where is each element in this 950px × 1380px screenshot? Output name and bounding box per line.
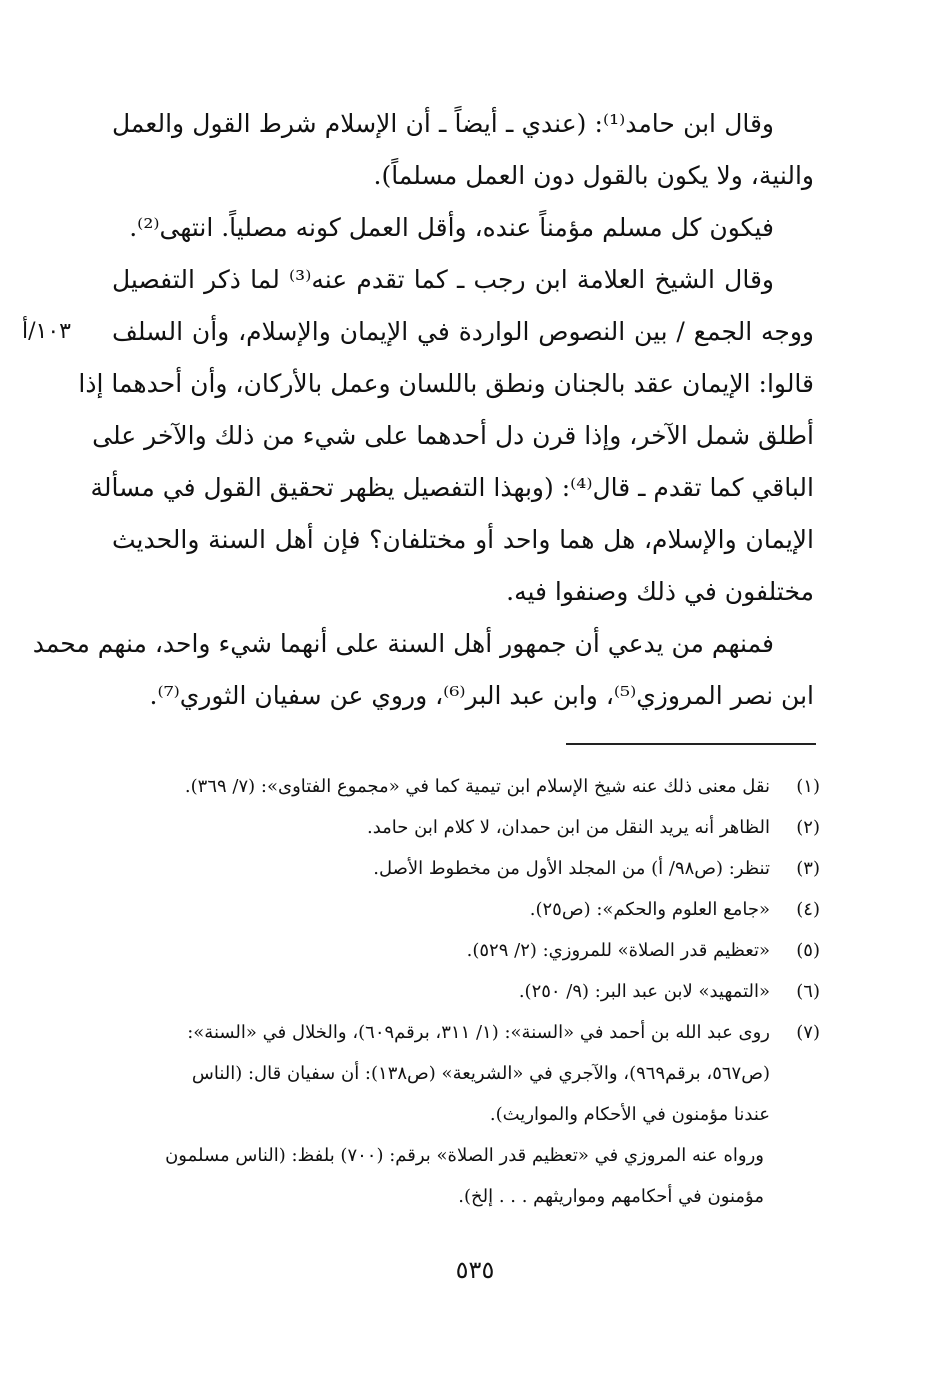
footnote-text: «جامع العلوم والحكم»: (ص٢٥). bbox=[529, 899, 770, 920]
footnote-number: (٦) bbox=[796, 981, 820, 1002]
page-number: ٥٣٥ bbox=[455, 1256, 495, 1284]
footnote-text: الظاهر أنه يريد النقل من ابن حمدان، لا كلام ابن حامد. bbox=[366, 817, 770, 838]
footnote-text: تنظر: (ص٩٨/ أ) من المجلد الأول من مخطوط الأصل. bbox=[373, 858, 770, 879]
footnote-text: روى عبد الله بن أحمد في «السنة»: (١/ ٣١١، برقم٦٠٩)، والخلال في «السنة»: bbox=[187, 1022, 770, 1043]
text-line: الباقي كما تقدم ـ قال⁽⁴⁾: (وبهذا التفصيل يظهر تحقيق القول في مسألة bbox=[90, 473, 814, 502]
text-line: ووجه الجمع / بين النصوص الواردة في الإيمان والإسلام، وأن السلف bbox=[112, 317, 814, 346]
footnotes bbox=[130, 766, 820, 1217]
footnote-continuation: (ص٥٦٧، برقم٩٦٩)، والآجري في «الشريعة» (ص١٣٨): أن سفيان قال: (الناس bbox=[191, 1063, 770, 1084]
footnote-number: (٧) bbox=[796, 1022, 820, 1043]
footnote-continuation: ورواه عنه المروزي في «تعظيم قدر الصلاة» برقم: (٧٠٠) بلفظ: (الناس مسلمون bbox=[165, 1145, 764, 1166]
text-line: أطلق شمل الآخر، وإذا قرن دل أحدهما على شيء من ذلك والآخر على bbox=[92, 421, 814, 450]
text-line: ابن نصر المروزي⁽⁵⁾، وابن عبد البر⁽⁶⁾، وروي عن سفيان الثوري⁽⁷⁾. bbox=[149, 681, 814, 710]
footnote-number: (١) bbox=[796, 776, 820, 797]
footnote-text: «التمهيد» لابن عبد البر: (٩/ ٢٥٠). bbox=[518, 981, 770, 1002]
footnote-item bbox=[130, 1012, 820, 1053]
footnote-continuation: مؤمنون في أحكامهم ومواريثهم . . . إلخ). bbox=[458, 1186, 764, 1207]
footnote-item bbox=[130, 807, 820, 848]
footnote-number: (٢) bbox=[796, 817, 820, 838]
footnote-continuation: عندنا مؤمنون في الأحكام والمواريث). bbox=[489, 1104, 770, 1125]
text-line: وقال ابن حامد⁽¹⁾: (عندي ـ أيضاً ـ أن الإسلام شرط القول والعمل bbox=[112, 109, 775, 138]
footnote-number: (٤) bbox=[796, 899, 820, 920]
text-line: مختلفون في ذلك وصنفوا فيه. bbox=[506, 577, 814, 606]
footnote-number: (٣) bbox=[796, 858, 820, 879]
footnote-separator bbox=[566, 743, 816, 745]
margin-folio-reference: ١٠٣/أ bbox=[22, 319, 71, 344]
footnote-item bbox=[130, 889, 820, 930]
text-line: قالوا: الإيمان عقد بالجنان ونطق باللسان وعمل بالأركان، وأن أحدهما إذا bbox=[78, 369, 814, 398]
text-line: وقال الشيخ العلامة ابن رجب ـ كما تقدم عنه⁽³⁾ لما ذكر التفصيل bbox=[112, 265, 774, 294]
text-line: والنية، ولا يكون بالقول دون العمل مسلماً). bbox=[373, 161, 814, 190]
footnote-item bbox=[130, 971, 820, 1012]
footnote-text: نقل معنى ذلك عنه شيخ الإسلام ابن تيمية كما في «مجموع الفتاوى»: (٧/ ٣٦٩). bbox=[184, 776, 770, 797]
footnote-text: «تعظيم قدر الصلاة» للمروزي: (٢/ ٥٢٩). bbox=[466, 940, 770, 961]
text-line: الإيمان والإسلام، هل هما واحد أو مختلفان؟ فإن أهل السنة والحديث bbox=[112, 525, 814, 554]
text-line: فيكون كل مسلم مؤمناً عنده، وأقل العمل كونه مصلياً. انتهى⁽²⁾. bbox=[129, 213, 774, 242]
text-line: فمنهم من يدعي أن جمهور أهل السنة على أنهما شيء واحد، منهم محمد bbox=[32, 629, 774, 658]
footnote-number: (٥) bbox=[796, 940, 820, 961]
footnote-item bbox=[130, 930, 820, 971]
footnote-item bbox=[130, 848, 820, 889]
footnote-item bbox=[130, 766, 820, 807]
